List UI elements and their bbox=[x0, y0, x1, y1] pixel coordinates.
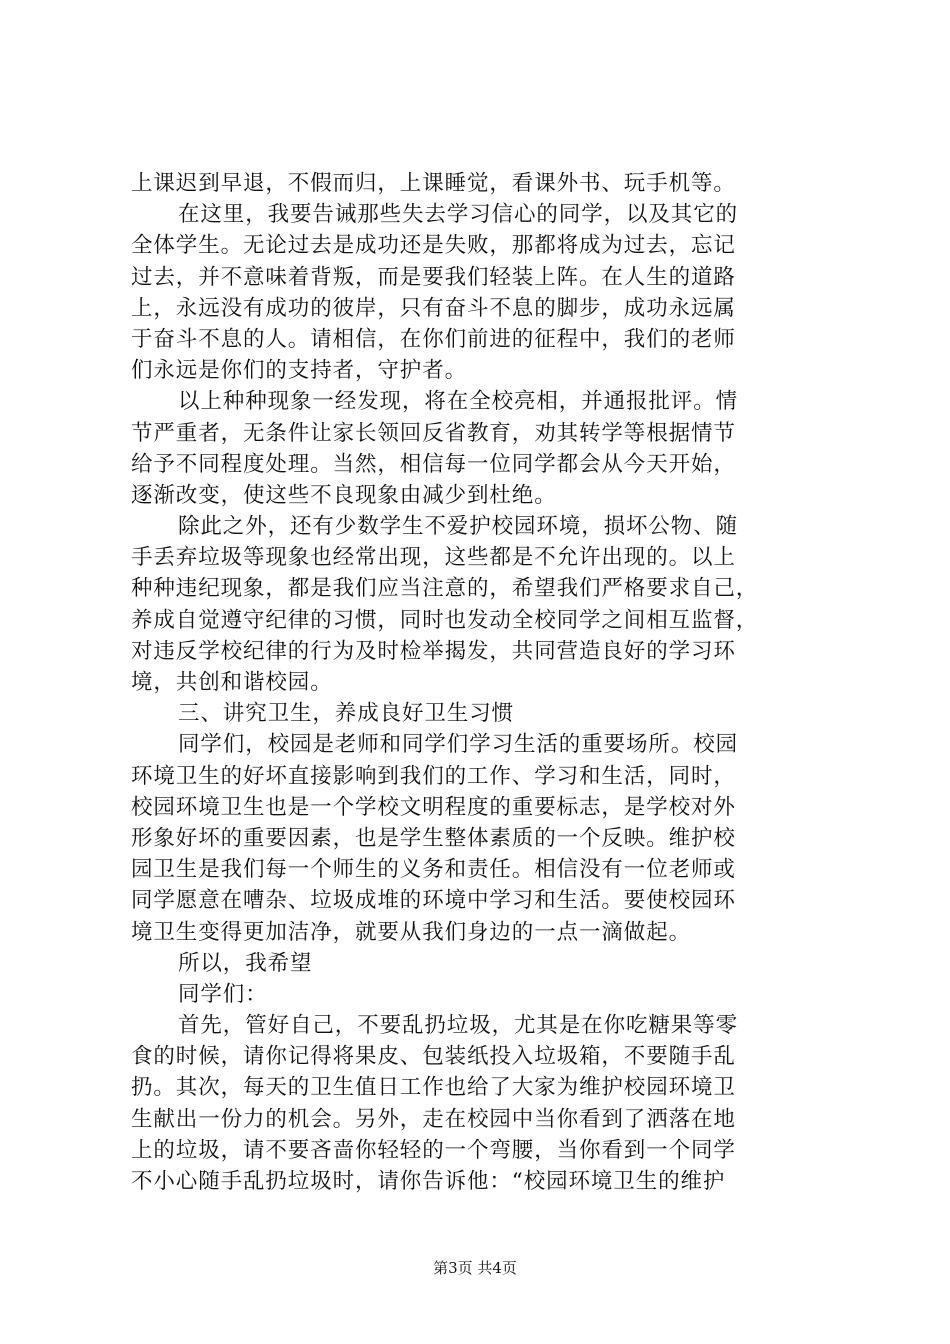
section-heading: 三、讲究卫生，养成良好卫生习惯 bbox=[178, 701, 515, 727]
text-line: 节严重者，无条件让家长领回反省教育，劝其转学等根据情节 bbox=[131, 420, 736, 446]
text-line: 养成自觉遵守纪律的习惯，同时也发动全校同学之间相互监督， bbox=[131, 607, 759, 633]
text-line: 园卫生是我们每一个师生的义务和责任。相信没有一位老师或 bbox=[131, 857, 736, 883]
text-line: 给予不同程度处理。当然，相信每一位同学都会从今天开始， bbox=[131, 451, 736, 477]
text-line: 全体学生。无论过去是成功还是失败，那都将成为过去，忘记 bbox=[131, 233, 736, 259]
text-line: 境卫生变得更加洁净，就要从我们身边的一点一滴做起。 bbox=[131, 919, 692, 945]
text-line: 生献出一份力的机会。另外，走在校园中当你看到了洒落在地 bbox=[131, 1106, 736, 1132]
text-line: 于奋斗不息的人。请相信，在你们前进的征程中，我们的老师 bbox=[131, 326, 736, 352]
text-line: 食的时候，请你记得将果皮、包装纸投入垃圾箱，不要随手乱 bbox=[131, 1044, 736, 1070]
text-line: 境，共创和谐校园。 bbox=[131, 670, 333, 695]
document-body bbox=[131, 168, 831, 1197]
text-line: 在这里，我要告诫那些失去学习信心的同学，以及其它的 bbox=[178, 202, 739, 228]
text-line: 校园环境卫生也是一个学校文明程度的重要标志，是学校对外 bbox=[131, 794, 736, 820]
text-line: 同学们，校园是老师和同学们学习生活的重要场所。校园 bbox=[178, 732, 739, 758]
text-line: 上的垃圾，请不要吝啬你轻轻的一个弯腰，当你看到一个同学 bbox=[131, 1137, 736, 1163]
text-line: 环境卫生的好坏直接影响到我们的工作、学习和生活，同时， bbox=[131, 763, 736, 789]
text-line: 除此之外，还有少数学生不爱护校园环境，损坏公物、随 bbox=[178, 514, 739, 540]
text-line: 首先，管好自己，不要乱扔垃圾，尤其是在你吃糖果等零 bbox=[178, 1013, 739, 1039]
text-line: 们永远是你们的支持者，守护者。 bbox=[131, 358, 468, 384]
text-line: 不小心随手乱扔垃圾时，请你告诉他：“校园环境卫生的维护 bbox=[131, 1169, 726, 1194]
text-line: 形象好坏的重要因素，也是学生整体素质的一个反映。维护校 bbox=[131, 825, 736, 851]
text-line: 上，永远没有成功的彼岸，只有奋斗不息的脚步，成功永远属 bbox=[131, 295, 736, 321]
text-line: 所以，我希望 bbox=[178, 950, 313, 976]
text-line: 以上种种现象一经发现，将在全校亮相，并通报批评。情 bbox=[178, 389, 739, 415]
text-line: 扔。其次，每天的卫生值日工作也给了大家为维护校园环境卫 bbox=[131, 1075, 736, 1101]
text-line: 过去，并不意味着背叛，而是要我们轻装上阵。在人生的道路 bbox=[131, 264, 736, 290]
text-line: 逐渐改变，使这些不良现象由减少到杜绝。 bbox=[131, 482, 557, 508]
text-line: 种种违纪现象，都是我们应当注意的，希望我们严格要求自己， bbox=[131, 576, 759, 602]
page-number-footer: 第3页 共4页 bbox=[433, 1259, 517, 1277]
text-line: 上课迟到早退，不假而归，上课睡觉，看课外书、玩手机等。 bbox=[131, 171, 736, 196]
text-line: 手丢弃垃圾等现象也经常出现，这些都是不允许出现的。以上 bbox=[131, 545, 736, 571]
text-line: 同学愿意在嘈杂、垃圾成堆的环境中学习和生活。要使校园环 bbox=[131, 888, 736, 914]
text-line: 同学们： bbox=[178, 981, 268, 1007]
text-line: 对违反学校纪律的行为及时检举揭发，共同营造良好的学习环 bbox=[131, 638, 736, 664]
